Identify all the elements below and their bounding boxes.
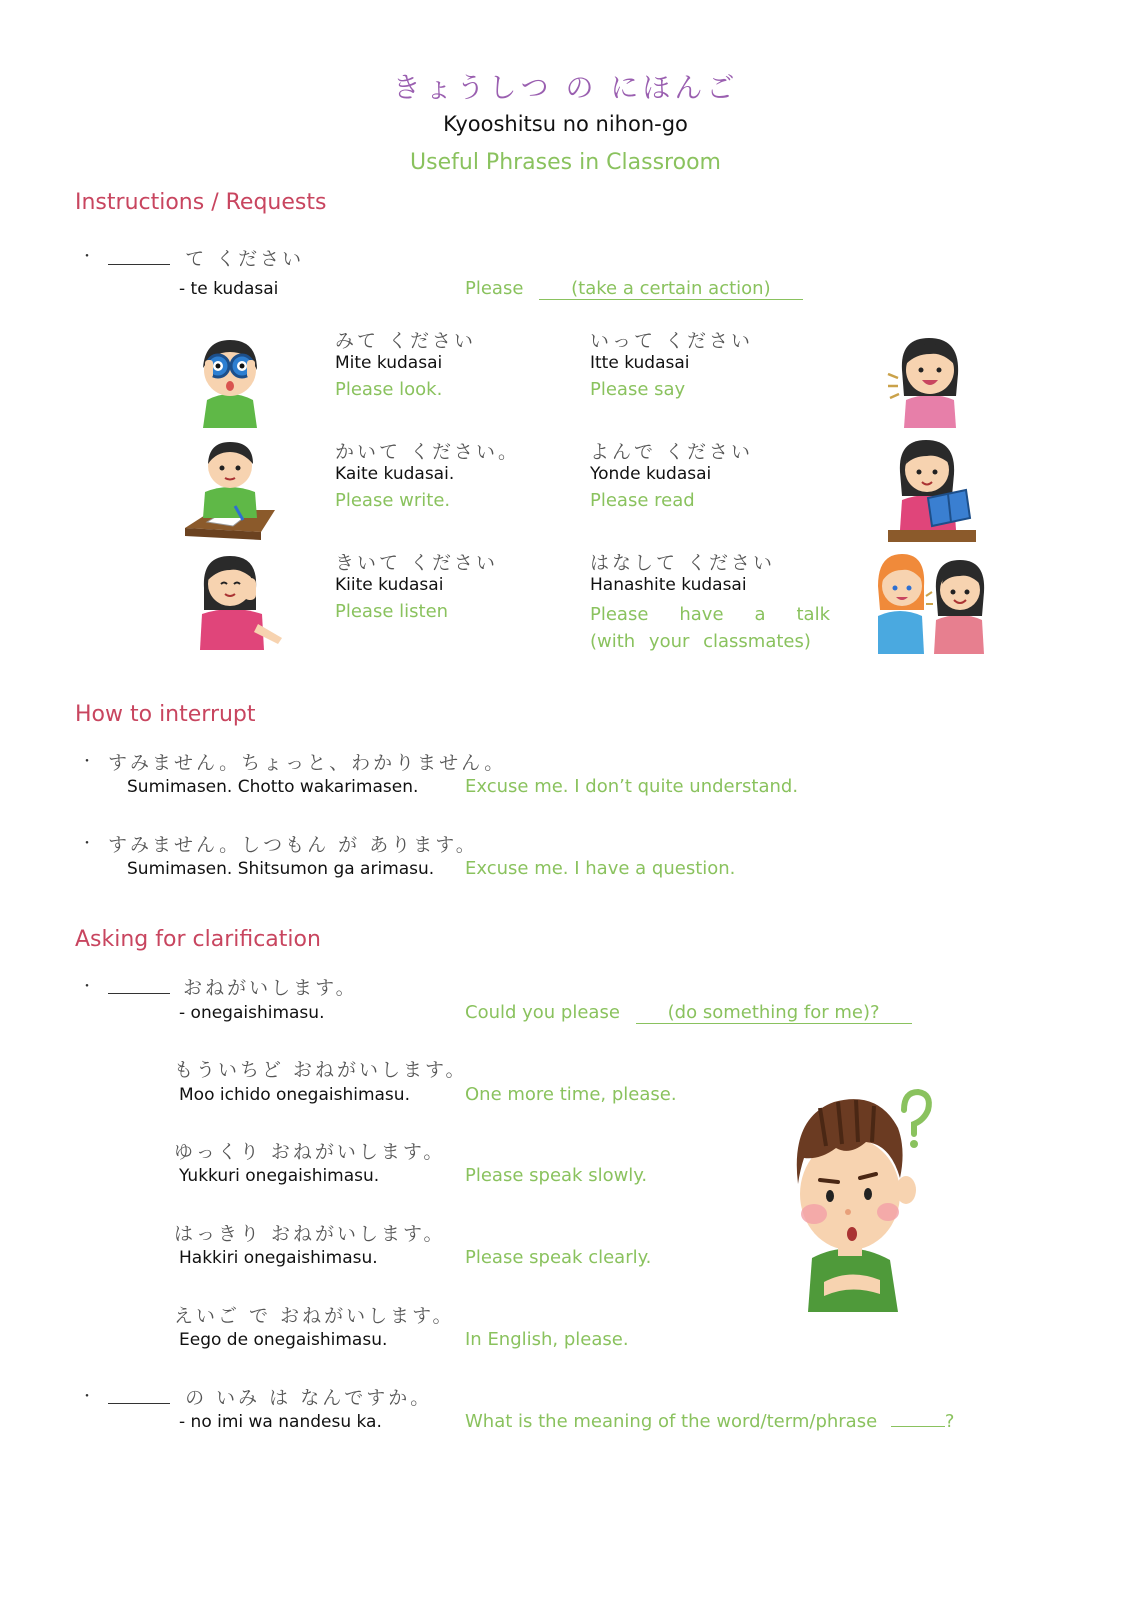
phrase-romaji: Yonde kudasai [590, 464, 712, 484]
interrupt-romaji: Sumimasen. Shitsumon ga arimasu. [127, 859, 435, 879]
listening-woman-icon [188, 548, 286, 652]
pattern-english-fill: (take a certain action) [539, 278, 802, 300]
clarification-english: One more time, please. [465, 1084, 677, 1105]
phrase-romaji: Hanashite kudasai [590, 575, 747, 595]
interrupt-romaji: Sumimasen. Chotto wakarimasen. [127, 777, 419, 797]
pattern-english [465, 278, 803, 300]
phrase-japanese: かいて ください。 [335, 441, 521, 463]
heading-interrupt: How to interrupt [75, 702, 256, 727]
interrupt-japanese: すみません。しつもん が あります。 [108, 834, 478, 856]
phrase-english: Please read [590, 490, 695, 511]
confused-boy-icon [780, 1088, 932, 1314]
clarification-pattern-japanese: おねがいします。 [183, 977, 358, 999]
bullet: ・ [80, 836, 94, 852]
interrupt-english: Excuse me. I don’t quite understand. [465, 776, 799, 797]
meaning-romaji: - no imi wa nandesu ka. [179, 1412, 382, 1432]
phrase-romaji: Kaite kudasai. [335, 464, 455, 484]
phrase-japanese: きいて ください [335, 552, 499, 574]
phrase-japanese: はなして ください [590, 552, 776, 574]
interrupt-english: Excuse me. I have a question. [465, 858, 736, 879]
title-japanese: きょうしつ の にほんご [392, 71, 739, 104]
interrupt-japanese: すみません。ちょっと、わかりません。 [108, 752, 507, 774]
heading-clarification: Asking for clarification [75, 927, 321, 952]
pattern-row [108, 244, 304, 271]
bullet: ・ [80, 249, 94, 265]
speaking-girl-icon [884, 330, 966, 428]
title-english: Useful Phrases in Classroom [410, 150, 721, 175]
clarification-english-fill: (do something for me)? [636, 1002, 912, 1024]
clarification-japanese: えいご で おねがいします。 [174, 1305, 455, 1327]
clarification-romaji: Hakkiri onegaishimasu. [179, 1248, 378, 1268]
reading-girl-icon [884, 434, 979, 546]
bullet: ・ [80, 1389, 94, 1405]
blank-line [108, 250, 170, 265]
clarification-english-prefix: Could you please [465, 1002, 620, 1023]
clarification-pattern-row [108, 973, 358, 1000]
phrase-japanese: みて ください [335, 330, 477, 352]
meaning-question-mark: ? [944, 1411, 955, 1432]
heading-instructions: Instructions / Requests [75, 190, 327, 215]
meaning-blank [891, 1412, 945, 1427]
clarification-english: Please speak clearly. [465, 1247, 652, 1268]
clarification-japanese: はっきり おねがいします。 [174, 1223, 446, 1245]
meaning-english-text: What is the meaning of the word/term/phrase [465, 1411, 878, 1432]
phrase-romaji: Itte kudasai [590, 353, 690, 373]
meaning-japanese: の いみ は なんですか。 [185, 1387, 433, 1409]
blank-line [108, 1389, 170, 1404]
clarification-pattern-english [465, 1002, 912, 1024]
clarification-japanese: ゆっくり おねがいします。 [174, 1141, 446, 1163]
phrase-romaji: Mite kudasai [335, 353, 443, 373]
phrase-english: Please have a talk (with your classmates) [590, 604, 830, 652]
pattern-romaji: - te kudasai [179, 279, 279, 299]
phrase-english: Please listen [335, 601, 449, 622]
binoculars-kid-icon [185, 330, 275, 430]
phrase-english: Please say [590, 379, 686, 400]
title-romaji: Kyooshitsu no nihon-go [443, 112, 688, 136]
clarification-japanese: もういちど おねがいします。 [174, 1059, 468, 1081]
meaning-pattern-row [108, 1383, 432, 1410]
phrase-japanese: いって ください [590, 330, 754, 352]
clarification-english: Please speak slowly. [465, 1165, 648, 1186]
phrase-japanese: よんで ください [590, 441, 754, 463]
phrase-romaji: Kiite kudasai [335, 575, 444, 595]
clarification-romaji: Yukkuri onegaishimasu. [179, 1166, 380, 1186]
meaning-english [465, 1411, 954, 1432]
clarification-english: In English, please. [465, 1329, 629, 1350]
pattern-japanese: て ください [185, 248, 305, 270]
writing-kid-icon [183, 436, 278, 542]
blank-line [108, 979, 170, 994]
phrase-english: Please write. [335, 490, 451, 511]
clarification-romaji: Eego de onegaishimasu. [179, 1330, 388, 1350]
clarification-romaji: Moo ichido onegaishimasu. [179, 1085, 410, 1105]
bullet: ・ [80, 979, 94, 995]
clarification-pattern-romaji: - onegaishimasu. [179, 1003, 325, 1023]
phrase-english: Please look. [335, 379, 443, 400]
pattern-english-prefix: Please [465, 278, 524, 299]
bullet: ・ [80, 754, 94, 770]
talking-girls-icon [874, 550, 989, 656]
